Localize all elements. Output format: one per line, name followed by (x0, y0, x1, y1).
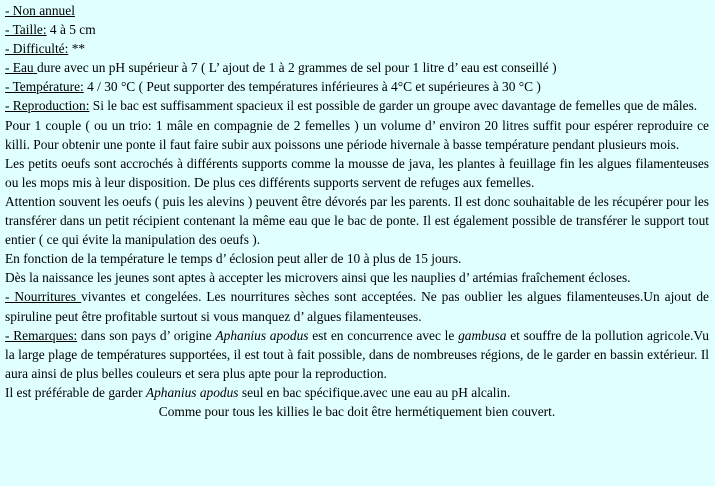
prefer-text-2: seul en bac spécifique.avec une eau au pH alcalin. (238, 384, 511, 400)
eau-row (5, 58, 709, 77)
remarques-section (5, 326, 709, 383)
remarques-text-2: est en concurrence avec le (308, 327, 459, 343)
reproduction-label: - Reproduction: (5, 98, 90, 114)
nourritures-label: - Nourritures (5, 289, 82, 305)
reproduction-intro-text: Si le bac est suffisamment spacieux il est possible de garder un groupe avec davantage de femelles que de mâles. (89, 98, 698, 114)
difficulte-label: - Difficulté: (5, 41, 69, 57)
reproduction-paragraph-4: En fonction de la température le temps d’ éclosion peut aller de 10 à plus de 15 jours. (5, 251, 462, 267)
non-annuel (5, 1, 709, 20)
eau-value: dure avec un pH supérieur à 7 ( L’ ajout de 1 à 2 grammes de sel pour 1 litre d’ eau est conseillé ) (36, 60, 557, 76)
remarques-species-2: gambusa (458, 327, 507, 343)
reproduction-paragraph-5: Dès la naissance les jeunes sont aptes à accepter les microvers ainsi que les nauplies d’ artémias fraîchement écloses. (5, 270, 631, 286)
prefer-line (5, 383, 709, 402)
reproduction-paragraph-1: Pour 1 couple ( ou un trio: 1 mâle en compagnie de 2 femelles ) un volume d’ environ 20 litres suffit pour espérer reproduire ce killi. Pour obtenir une ponte il faut faire subir aux poissons une période hivernale à basse température pendant plusieurs mois. (5, 117, 709, 152)
nourritures-section (5, 287, 709, 325)
reproduction-paragraph-2: Les petits oeufs sont accrochés à différents supports comme la mousse de java, les plantes à feuillage fin les algues filamenteuses ou les mops mis à leur disposition. De plus ces différents supports servent de refuges aux femelles. (5, 155, 709, 190)
remarques-label: - Remarques: (5, 327, 78, 343)
temperature-row (5, 77, 709, 96)
temperature-label: - Température: (5, 79, 84, 95)
remarques-species-1: Aphanius apodus (215, 327, 309, 343)
closing-line: Comme pour tous les killies le bac doit être hermétiquement bien couvert. (158, 403, 556, 419)
taille-value: 4 à 5 cm (46, 22, 96, 38)
nourritures-text: vivantes et congelées. Les nourritures sèches sont acceptées. Ne pas oublier les algues filamenteuses.Un ajout de spiruline peut être profitable surtout si vous manquez d’ algues filamenteuses. (5, 289, 709, 324)
reproduction-paragraph-3: Attention souvent les oeufs ( puis les alevins ) peuvent être dévorés par les parents. Il est donc souhaitable de les récupérer pour les transférer dans un petit récipient contenant la même eau que le bac de ponte. Il est également possible de transférer le support tout entier ( ce qui évite la manipulation des oeufs ). (5, 193, 709, 248)
prefer-species: Aphanius apodus (145, 384, 239, 400)
remarques-text-3: et souffre de la pollution agricole.Vu la large plage de températures supportées, il est tout à fait possible, dans de nombreuses régions, de le garder en bassin extérieur. Il aura ainsi de plus belles couleurs et sera plus apte pour la reproduction. (5, 327, 709, 381)
taille-label: - Taille: (5, 22, 47, 38)
eau-label: - Eau (5, 60, 37, 76)
difficulte-row (5, 39, 709, 58)
taille-row (5, 20, 709, 39)
reproduction-intro (5, 96, 709, 115)
non-annuel-label: - Non annuel (5, 3, 75, 18)
temperature-value: 4 / 30 °C ( Peut supporter des températures inférieures à 4°C et supérieures à 30 °C ) (83, 79, 541, 95)
difficulte-value: ** (68, 41, 86, 57)
prefer-text-1: Il est préférable de garder (5, 384, 146, 400)
remarques-text-1: dans son pays d’ origine (77, 327, 216, 343)
